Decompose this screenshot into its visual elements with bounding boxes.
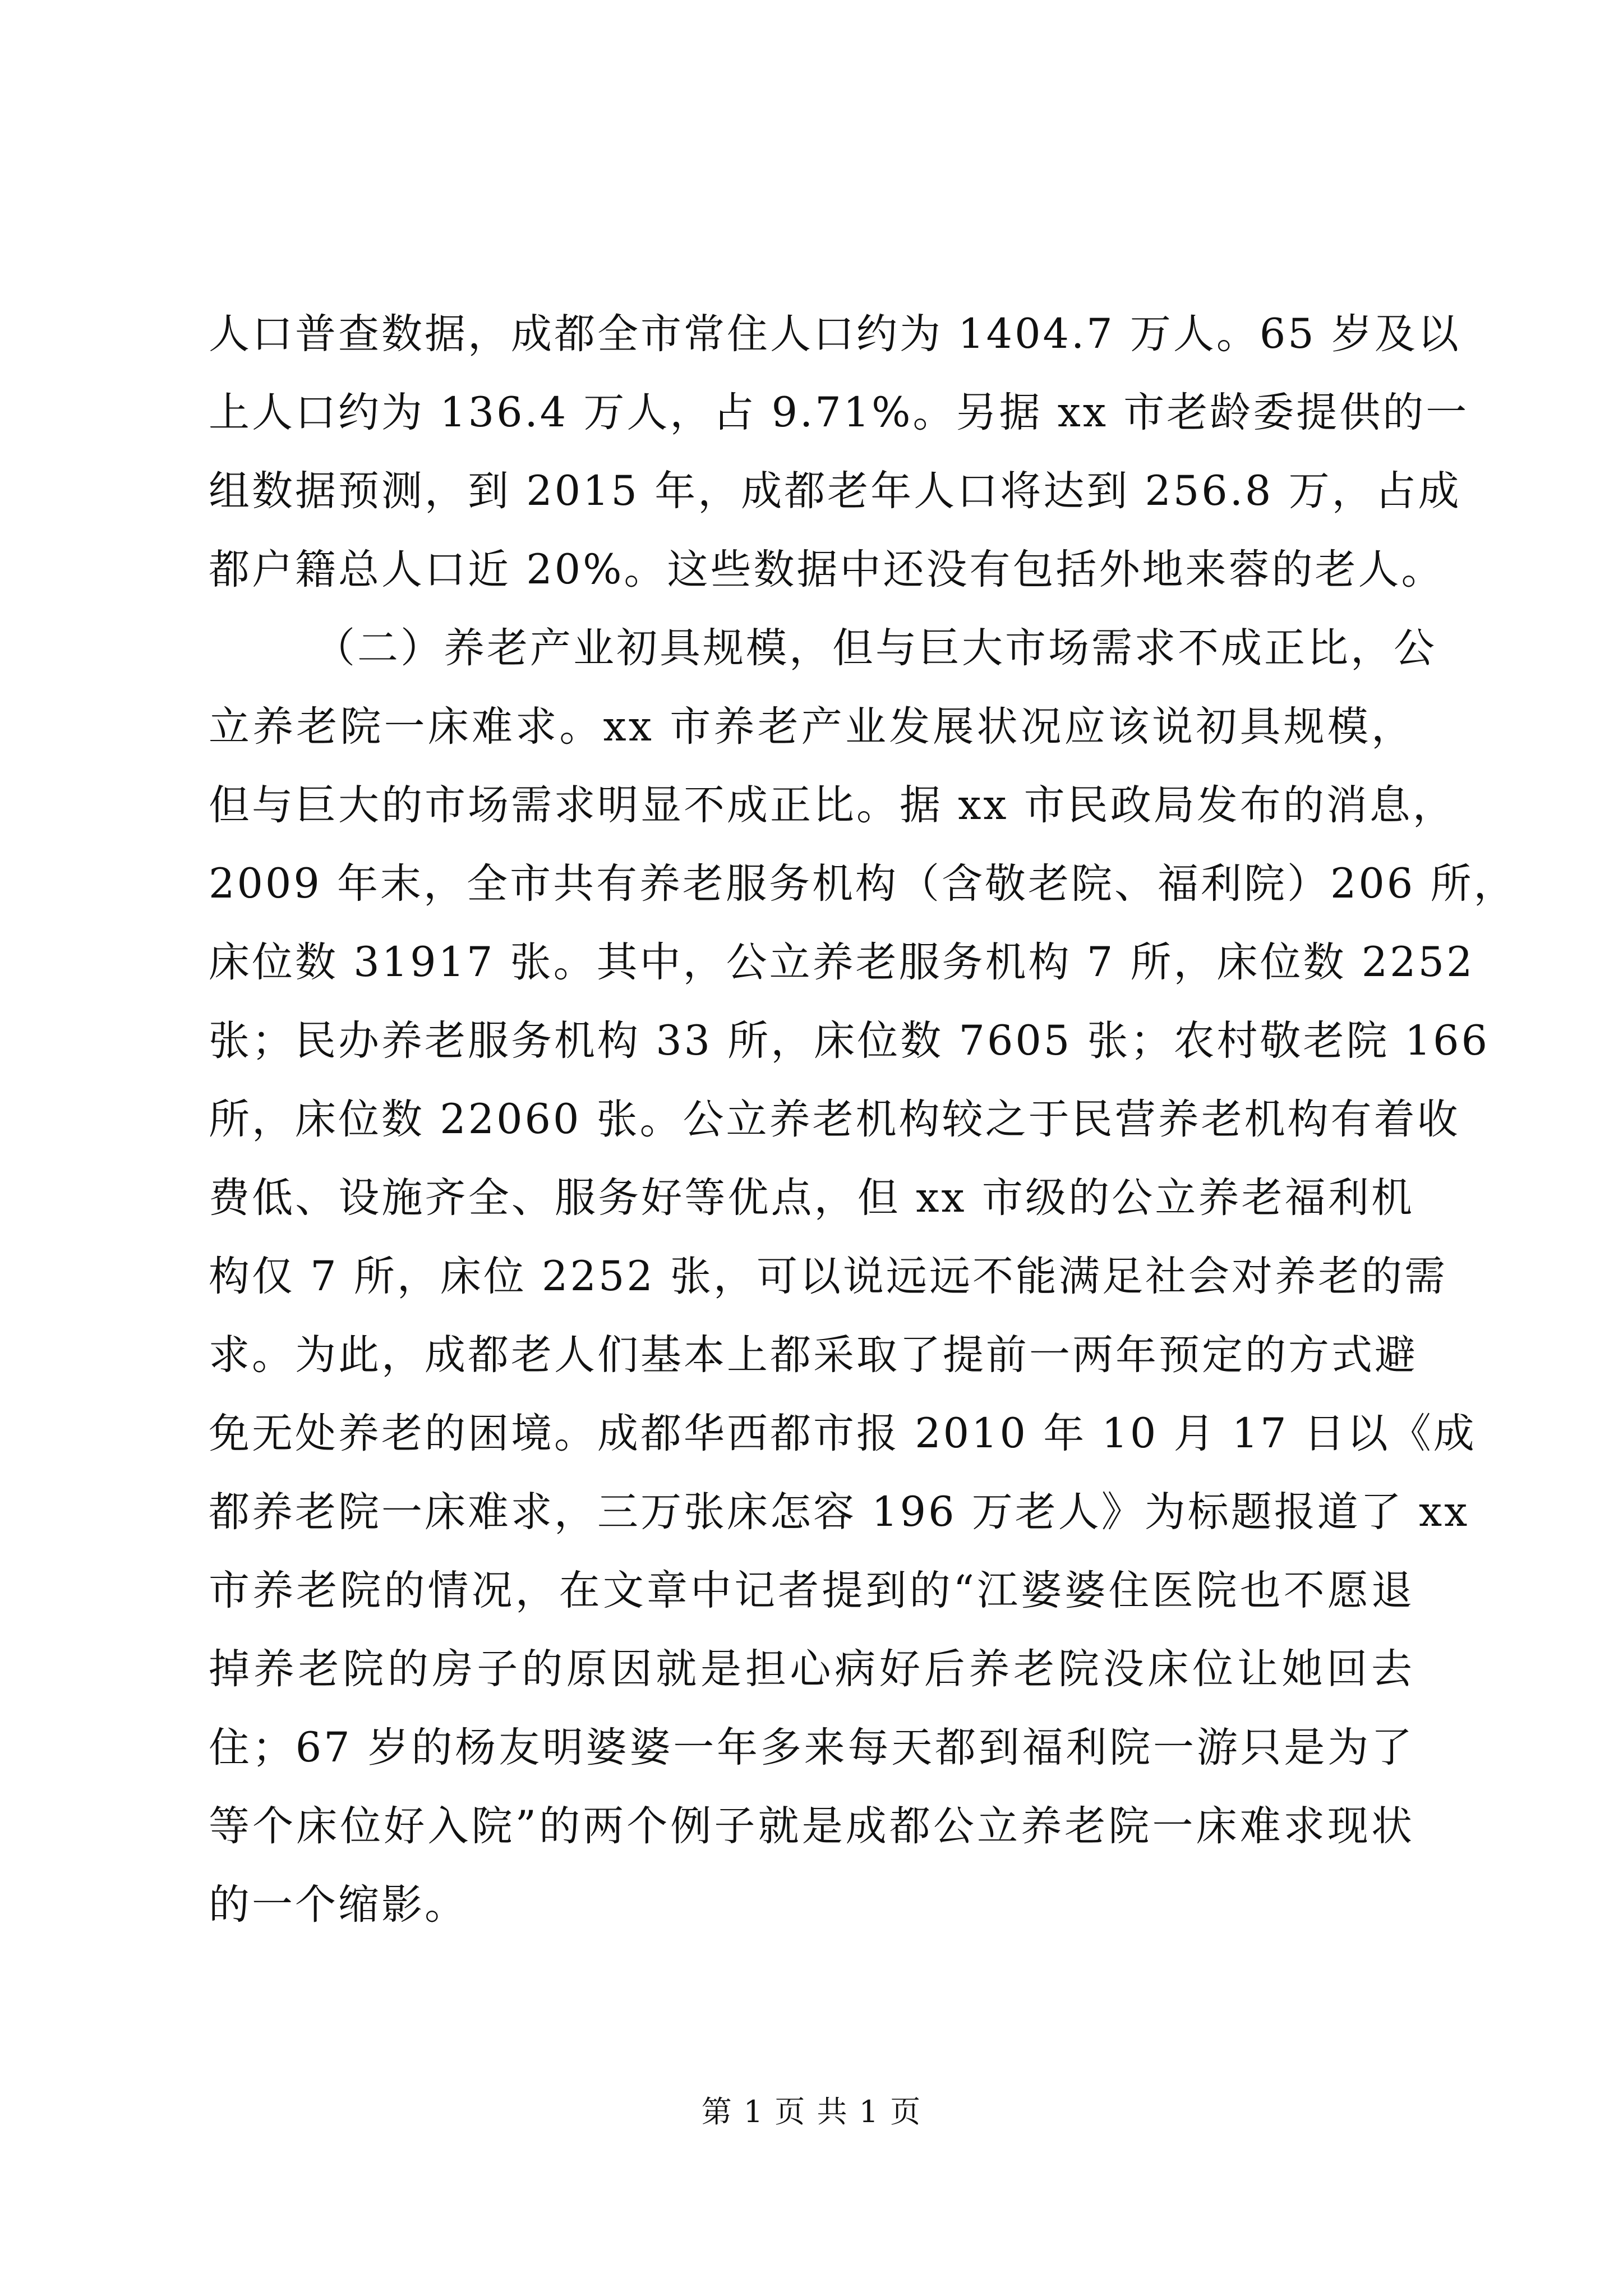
text-line: 掉养老院的房子的原因就是担心病好后养老院没床位让她回去 (209, 1645, 1414, 1693)
text-line: 住；67 岁的杨友明婆婆一年多来每天都到福利院一游只是为了 (209, 1724, 1414, 1772)
page-footer: 第 1 页 共 1 页 (701, 2094, 922, 2129)
text-line: 立养老院一床难求。xx 市养老产业发展状况应该说初具规模， (209, 703, 1414, 751)
text-line: 床位数 31917 张。其中，公立养老服务机构 7 所，床位数 2252 (209, 938, 1475, 986)
text-line: 所，床位数 22060 张。公立养老机构较之于民营养老机构有着收 (209, 1096, 1460, 1143)
text-line: 免无处养老的困境。成都华西都市报 2010 年 10 月 17 日以《成 (209, 1410, 1477, 1457)
text-line: 求。为此，成都老人们基本上都采取了提前一两年预定的方式避 (209, 1331, 1418, 1379)
text-line: 但与巨大的市场需求明显不成正比。据 xx 市民政局发布的消息， (209, 781, 1456, 829)
text-line: 市养老院的情况，在文章中记者提到的“江婆婆住医院也不愿退 (209, 1567, 1414, 1614)
text-line: 等个床位好入院”的两个例子就是成都公立养老院一床难求现状 (209, 1802, 1414, 1850)
text-line: 张；民办养老服务机构 33 所，床位数 7605 张；农村敬老院 166 (209, 1017, 1490, 1065)
text-line: 的一个缩影。 (209, 1881, 468, 1929)
text-line: 构仅 7 所，床位 2252 张，可以说远远不能满足社会对养老的需 (209, 1253, 1448, 1300)
text-line: 都养老院一床难求，三万张床怎容 196 万老人》为标题报道了 xx (209, 1488, 1470, 1536)
section-heading-line: （二）养老产业初具规模，但与巨大市场需求不成正比，公 (314, 624, 1437, 672)
text-line: 人口普查数据，成都全市常住人口约为 1404.7 万人。65 岁及以 (209, 310, 1461, 358)
text-line: 都户籍总人口近 20%。这些数据中还没有包括外地来蓉的老人。 (209, 546, 1445, 593)
text-line: 2009 年末，全市共有养老服务机构（含敬老院、福利院）206 所， (209, 860, 1517, 908)
text-line: 组数据预测，到 2015 年，成都老年人口将达到 256.8 万，占成 (209, 467, 1461, 515)
text-line: 费低、设施齐全、服务好等优点，但 xx 市级的公立养老福利机 (209, 1174, 1414, 1222)
text-line: 上人口约为 136.4 万人，占 9.71%。另据 xx 市老龄委提供的一 (209, 389, 1469, 436)
